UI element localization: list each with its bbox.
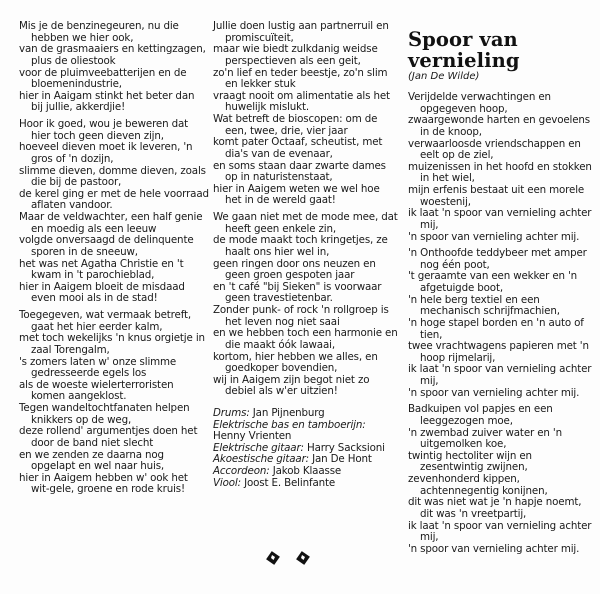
lyric-line: en soms staan daar zwarte dames op in naturistenstaat, <box>213 159 386 184</box>
lyric-line: wij in Aaigem zijn begot niet zo debiel als w'er uitzien! <box>213 373 370 398</box>
lyric-line: Wat betreft de bioscopen: om de een, twee, drie, vier jaar <box>213 113 378 137</box>
lyric-line: komt pater Octaaf, scheutist, met dia's van de evenaar, <box>213 136 383 160</box>
lyric-line: als de woeste wielerterroristen komen aangeklost. <box>19 378 174 403</box>
lyric-line: 's zomers laten w' onze slimme gedresseerde egels los <box>19 355 177 380</box>
ornament-divider <box>265 550 311 566</box>
lyric-line: hoeveel dieven moet ik leveren, 'n gros of 'n dozijn, <box>19 141 193 165</box>
stanza <box>19 310 209 496</box>
lyric-line: twee vrachtwagens papieren met 'n hoop rijmelarij, <box>408 340 589 364</box>
credit-line <box>213 478 398 490</box>
lyric-line: zwaargewonde harten en gevoelens in de knoop, <box>408 114 591 138</box>
lyric-line: Hoor ik goed, wou je beweren dat hier toch geen dieven zijn, <box>19 118 189 142</box>
lyric-line: 'n hele berg textiel en een mechanisch schrijfmachien, <box>408 293 560 318</box>
lyric-line: Mis je de benzinegeuren, nu die hebben we hier ook, <box>19 20 179 44</box>
lyric-line: Toegegeven, wat vermaak betreft, gaat het hier eerder kalm, <box>19 309 192 333</box>
lyric-line: 't geraamte van een wekker en 'n afgetuigde boot, <box>408 270 578 294</box>
lyric-line: hier in Aaigem weten we wel hoe het in de wereld gaat! <box>213 182 380 207</box>
lyric-line: 'n Onthoofde teddybeer met amper nog één poot, <box>408 247 587 271</box>
lyric-line: Badkuipen vol papjes en een leeggezogen moe, <box>408 403 553 427</box>
lyric-line: 'n zwembad zuiver water en 'n uitgemolken koe, <box>408 426 562 451</box>
lyrics-column-2 <box>213 21 398 489</box>
lyric-line: kortom, hier hebben we alles, en goedkoper bovendien, <box>213 350 378 375</box>
lyric-line: de mode maakt toch kringetjes, ze haalt ons hier wel in, <box>213 234 388 258</box>
lyric-line: hier in Aaigem hebben w' ook het wit-gele, groene en rode kruis! <box>19 471 188 496</box>
lyric-line: hier in Aaigem bloeit de misdaad even mooi als in de stad! <box>19 280 185 305</box>
lyric-line: ik laat 'n spoor van vernieling achter mij, <box>408 207 592 231</box>
diamond-ornament-icon <box>265 550 281 566</box>
credit-name: Harry Sacksioni <box>307 441 385 454</box>
lyric-line: vraagt nooit om alimentatie als het huwelijk mislukt. <box>213 89 390 114</box>
lyric-line: 'n spoor van vernieling achter mij. <box>408 542 580 555</box>
lyric-line: het was net Agatha Christie en 't kwam in 't parochieblad, <box>19 257 184 282</box>
stanza <box>408 248 593 399</box>
lyric-line: zevenhonderd kippen, achtennegentig konijnen, <box>408 473 548 497</box>
lyric-line: Zonder punk- of rock 'n rollgroep is het leven nog niet saai <box>213 304 389 328</box>
lyric-line: maar wie biedt zulkdanig weidse perspectieven als een geit, <box>213 43 378 67</box>
song-author: (Jan De Wilde) <box>408 71 480 82</box>
lyric-line: twintig hectoliter wijn en zesentwintig zwijnen, <box>408 449 532 474</box>
lyric-line: en we zenden ze daarna nog opgelapt en wel naar huis, <box>19 448 165 473</box>
credit-role: Accordeon: <box>213 464 270 477</box>
credit-name: Henny Vrienten <box>213 430 292 443</box>
lyric-line: voor de pluimveebatterijen en de bloemenindustrie, <box>19 66 187 91</box>
lyric-line: de kerel ging er met de hele voorraad aflaten vandoor. <box>19 187 209 212</box>
lyric-line: deze rollend' argumentjes doen het door de band niet slecht <box>19 425 198 449</box>
lyrics-column-3 <box>408 29 593 560</box>
lyric-line: 'n hoge stapel borden en 'n auto of tien, <box>408 316 584 341</box>
lyric-line: geen ringen door ons neuzen en geen groen gespoten jaar <box>213 257 376 282</box>
lyric-line: volgde onversaagd de delinquente sporen in de sneeuw, <box>19 234 194 258</box>
stanza <box>408 404 593 555</box>
lyric-line: hier in Aaigam stinkt het beter dan bij jullie, akkerdjie! <box>19 89 195 114</box>
stanza <box>19 119 209 305</box>
lyric-line: dit was niet wat je 'n hapje noemt, dit was 'n vreetpartij, <box>408 496 582 520</box>
musician-credits <box>213 408 398 489</box>
credit-role: Akoestische gitaar: <box>213 453 309 466</box>
diamond-ornament-icon <box>295 550 311 566</box>
lyric-line: zo'n lief en teder beestje, zo'n slim en lekker stuk <box>213 66 388 91</box>
lyric-line: van de grasmaaiers en kettingzagen, plus de oliestook <box>19 43 206 67</box>
stanza <box>213 212 398 398</box>
lyric-line: slimme dieven, domme dieven, zoals die bij de pastoor, <box>19 164 206 189</box>
stanza <box>408 92 593 243</box>
credit-role: Viool: <box>213 476 241 489</box>
lyric-line: muizenissen in het hoofd en stokken in het wiel, <box>408 160 592 185</box>
lyric-line: verwaarloosde vriendschappen en eelt op de ziel, <box>408 137 581 162</box>
credit-role: Elektrische gitaar: <box>213 441 304 454</box>
lyric-line: Jullie doen lustig aan partnerruil en promiscuïteit, <box>213 20 389 44</box>
credit-name: Joost E. Belinfante <box>244 476 336 489</box>
lyric-line: We gaan niet met de mode mee, dat heeft geen enkele zin, <box>213 211 398 235</box>
lyric-line: mijn erfenis bestaat uit een morele woestenij, <box>408 184 585 208</box>
lyric-line: 'n spoor van vernieling achter mij. <box>408 230 580 243</box>
lyric-line: ik laat 'n spoor van vernieling achter mij, <box>408 363 592 387</box>
credit-role: Drums: <box>213 407 250 419</box>
lyric-line: 'n spoor van vernieling achter mij. <box>408 386 580 399</box>
stanza <box>213 21 398 207</box>
lyric-line: ik laat 'n spoor van vernieling achter mij, <box>408 519 592 544</box>
lyric-line: Maar de veldwachter, een half genie en moedig als een leeuw <box>19 211 203 235</box>
stanza <box>19 21 209 114</box>
lyric-line: en we hebben toch een harmonie en die maakt óók lawaai, <box>213 327 398 351</box>
credit-role: Elektrische bas en tamboerijn: <box>213 418 366 431</box>
lyric-line: met toch wekelijks 'n knus orgietje in zaal Torengalm, <box>19 332 205 356</box>
credit-name: Jan Pijnenburg <box>252 407 325 419</box>
lyrics-column-1 <box>19 21 209 501</box>
lyric-line: Verijdelde verwachtingen en opgegeven hoop, <box>408 91 551 115</box>
song-title: Spoor van vernieling <box>408 28 520 72</box>
credit-name: Jakob Klaasse <box>272 464 342 477</box>
credit-name: Jan De Hont <box>312 453 372 466</box>
lyric-line: Tegen wandeltochtfanaten helpen knikkers op de weg, <box>19 402 190 426</box>
lyric-line: en 't café "bij Sieken" is voorwaar geen travestietenbar. <box>213 280 382 305</box>
